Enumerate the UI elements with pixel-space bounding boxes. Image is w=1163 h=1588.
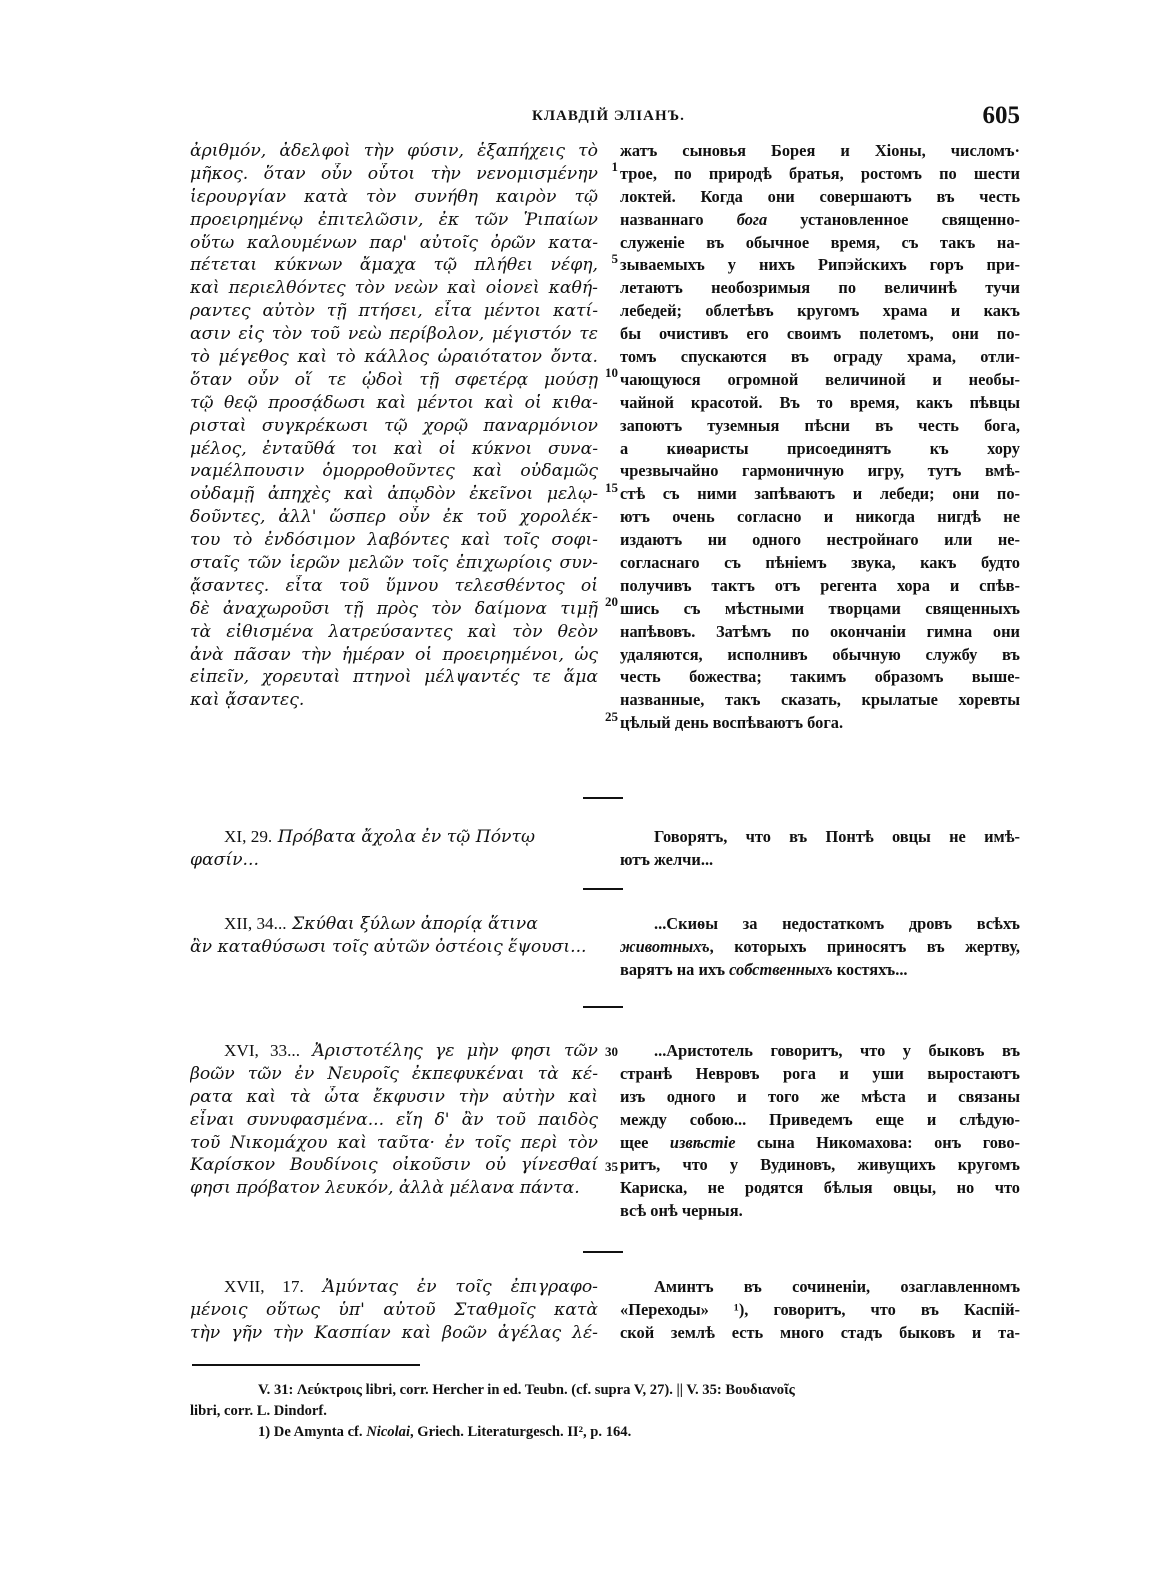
russian-line: лебедей; облетѣвъ кругомъ храма и какъ [620,301,1020,321]
section-xvi-33 [190,1040,1020,1240]
greek-text: Ἀμύντας ἐν τοῖς ἐπιγραφο- [322,1277,598,1297]
greek-line: τὴν γῆν τὴν Κασπίαν καὶ βοῶν ἀγέλας λέ- [190,1322,598,1343]
russian-text: варятъ на ихъ [620,959,730,979]
greek-line: δὲ ἀναχωροῦσι τῇ πρὸς τὸν δαίμονα τιμῇ [190,598,598,619]
critical-apparatus-line: libri, corr. L. Dindorf. [190,1403,327,1419]
russian-line: «Переходы» ¹), говоритъ, что въ Каспій- [620,1299,1020,1319]
greek-line: τὸ μέγεθος καὶ τὸ κάλλος ὡραιότατον ὄντα. [190,347,598,368]
russian-line: ютъ желчи... [620,849,714,869]
greek-text: Πρόβατα ἄχολα ἐν τῷ Πόντῳ [277,827,536,847]
russian-line: Кариска, не родятся бѣлыя овцы, но что [620,1178,1020,1198]
russian-line: бы очистивъ его своимъ полетомъ, они по- [620,324,1020,344]
critical-apparatus-line: V. 31: Λεύκτροις libri, corr. Hercher in ed. Teubn. (cf. supra V, 27). || V. 35: Βουδιανοῖς [258,1382,795,1398]
russian-line: между собою... Приведемъ еще и слѣдую- [620,1109,1020,1129]
russian-line: запоютъ туземныя пѣсни въ честь бога, [620,415,1020,435]
section-xi-29 [190,826,1020,876]
russian-text: сына Никомахова: онъ гово- [735,1132,1020,1152]
italic-word: собственныхъ [729,959,833,979]
line-number: 15 [605,480,618,495]
greek-line [190,826,598,849]
russian-line [620,1132,1020,1155]
italic-word: извѣстіе [669,1132,736,1152]
greek-line: καὶ περιελθόντες τὸν νεὼν καὶ οἱονεὶ καθή- [190,278,598,299]
footnote-1 [190,1422,1020,1443]
section-divider [583,888,623,890]
greek-line: τοῦ Νικομάχου καὶ ταῦτα· ἐν τοῖς περὶ τὸν [190,1132,598,1153]
italic-word: животныхъ [620,936,710,956]
greek-text: Ἀριστοτέλης γε μὴν φησι τῶν [312,1041,598,1061]
russian-line: чайной красотой. Въ то время, какъ пѣвцы [620,392,1020,412]
greek-line: φησι πρόβατον λευκόν, ἀλλὰ μέλανα πάντα. [190,1178,580,1199]
russian-line: Аминтъ въ сочиненіи, озаглавленномъ [654,1277,1020,1296]
line-number: 10 [605,365,618,380]
russian-text: щее [620,1132,670,1152]
greek-line: ρισταὶ συγκρέκωσι τῷ χορῷ παναρμόνιον [190,415,598,436]
greek-line: τῷ θεῷ προσᾴδωσι καὶ μέντοι καὶ οἱ κιθα- [190,392,598,413]
line-number: 20 [605,594,618,609]
section-divider [583,1251,623,1253]
greek-column [190,826,598,872]
section-divider [583,1006,623,1008]
passage-reference: XII, 34... [224,914,287,933]
russian-line: изъ одного и того же мѣста и связаны [620,1086,1020,1106]
russian-column [620,1276,1020,1345]
russian-line: ютъ очень согласно и никогда нигдѣ не [620,507,1020,527]
russian-line: а киѳаристы присоединятъ къ хору [620,438,1020,458]
russian-line: согласнаго съ пѣніемъ звука, какъ будто [620,553,1020,573]
russian-line: чающуюся огромной величиной и необы- [620,369,1020,389]
section-xvii-17 [190,1276,1020,1351]
greek-line: ραντες αὐτὸν τῇ πτήσει, εἶτα μέντοι κατί- [190,301,598,322]
greek-line: δοῦντες, ἀλλ' ὥσπερ οὖν ἐκ τοῦ χορολέκ- [190,507,598,528]
russian-line: ...Аристотель говоритъ, что у быковъ въ [654,1041,1020,1060]
passage-reference: XI, 29. [224,827,273,846]
section-xii-34 [190,913,1020,983]
italic-word: бога [736,209,768,229]
russian-line: странѣ Невровъ рога и уши выростаютъ [620,1063,1020,1083]
footnote-text: 1) De Amynta cf. [258,1424,367,1440]
russian-column [620,140,1020,735]
russian-text: , которыхъ приносятъ въ жертву, [709,936,1020,956]
russian-line: цѣлый день воспѣваютъ бога. [620,713,844,733]
greek-line: μῆκος. ὅταν οὖν οὗτοι τὴν νενομισμένην [190,163,598,184]
russian-line: названные, такъ сказать, крылатые хоревты [620,690,1020,710]
russian-line: служеніе въ обычное время, съ такъ на- [620,232,1020,252]
russian-line: ской землѣ есть много стадъ быковъ и та- [620,1322,1020,1342]
greek-line: ἱερουργίαν κατὰ τὸν συνήθη καιρὸν τῷ [190,186,598,207]
greek-text: Σκύθαι ξύλων ἀπορίᾳ ἅτινα [292,914,538,934]
greek-line: οὕτω καλουμένων παρ' αὐτοῖς ὀρῶν κατα- [190,232,598,253]
line-number: 5 [611,251,618,266]
greek-line [190,913,598,936]
greek-line [190,1040,598,1063]
running-title: КЛАВДІЙ ЭЛІАНЪ. [532,108,685,124]
greek-line: ἂν καταθύσωσι τοῖς αὐτῶν ὀστέοις ἕψουσι... [190,936,587,957]
russian-line: ритъ, что у Вудиновъ, живущихъ кругомъ [620,1155,1020,1175]
greek-line: εἰπεῖν, χορευταὶ πτηνοὶ μέλψαντές τε ἅμα [190,667,598,688]
russian-line: локтей. Когда они совершаютъ въ честь [620,186,1020,206]
russian-line [620,936,1020,959]
russian-line: всѣ онѣ черныя. [620,1201,743,1221]
russian-line: шись съ мѣстными творцами священныхъ [620,598,1020,618]
russian-line: ...Скиѳы за недостаткомъ дровъ всѣхъ [654,914,1020,933]
greek-line: ναμέλπουσιν ὁμορροθοῦντες καὶ οὐδαμῶς [190,461,598,482]
greek-line: βοῶν τῶν ἐν Νευροῖς ἐκπεφυκέναι τὰ κέ- [190,1063,598,1084]
russian-text: костяхъ... [832,959,908,979]
greek-column [190,913,598,959]
russian-line: чрезвычайно гармоничную игру, тутъ вмѣ- [620,461,1020,481]
page-number: 605 [982,102,1020,129]
page-header [190,98,1020,138]
passage-reference: XVI, 33... [224,1041,301,1060]
russian-column [620,826,1020,872]
greek-line: φασίν... [190,849,259,870]
line-number: 1 [611,159,618,174]
russian-line: названнаго бога установленное священно- [620,209,1020,229]
greek-line: καὶ ᾄσαντες. [190,690,305,711]
russian-line: жатъ сыновья Борея и Хіоны, числомъ· [620,141,1020,160]
russian-line: летаютъ необозримыя по величинѣ тучи [620,278,1020,298]
footnote-italic: Nicolai [366,1424,410,1440]
greek-line: προειρημένῳ ἐπιτελῶσιν, ἐκ τῶν Ῥιπαίων [190,209,598,230]
greek-line: μέλος, ἐνταῦθά τοι καὶ οἱ κύκνοι συνα- [190,438,598,459]
footnote-separator [192,1364,420,1366]
greek-line: ασιν εἰς τὸν τοῦ νεὼ περίβολον, μέγιστόν τε [190,324,598,345]
line-number: 30 [605,1044,618,1059]
russian-column [620,913,1020,982]
russian-line: удаляются, исполнивъ обычную службу въ [620,644,1020,664]
greek-line: μένοις οὕτως ὑπ' αὐτοῦ Σταθμοῖς κατὰ [190,1299,598,1320]
russian-line: получивъ тактъ отъ регента хора и спѣв- [620,575,1020,595]
greek-line: ᾄσαντες. εἶτα τοῦ ὕμνου τελεσθέντος οἱ [190,575,598,596]
greek-line: οὐδαμῇ ἀπηχὲς καὶ ἀπῳδὸν ἐκεῖνοι μελῳ- [190,484,598,505]
footnote-text: , Griech. Literaturgesch. II², p. 164. [410,1424,632,1440]
russian-line: томъ спускаются въ ограду храма, отли- [620,347,1020,367]
greek-line: ἀριθμόν, ἀδελφοὶ τὴν φύσιν, ἑξαπήχεις τὸ [190,141,598,161]
greek-line: ὅταν οὖν οἵ τε ᾠδοὶ τῇ σφετέρᾳ μούσῃ [190,369,598,390]
greek-line: ἀνὰ πᾶσαν τὴν ἡμέραν οἱ προειρημένοι, ὡς [190,644,598,665]
greek-line: εἶναι συνυφασμένα... εἴη δ' ἂν τοῦ παιδὸς [190,1109,598,1130]
russian-line: издаютъ ни одного нестройнаго или не- [620,530,1020,550]
greek-column [190,1276,598,1345]
passage-reference: XVII, 17. [224,1277,304,1296]
russian-line [620,959,1020,982]
russian-line: напѣвовъ. Затѣмъ по окончаніи гимна они [620,621,1020,641]
russian-line: стѣ съ ними запѣваютъ и лебеди; они по- [620,484,1020,504]
line-number: 25 [605,709,618,724]
greek-line [190,1276,598,1299]
greek-column [190,140,598,712]
greek-line: Καρίσκον Βουδίνοις οἰκοῦσιν οὐ γίνεσθαί [190,1155,598,1176]
russian-line: трое, по природѣ братья, ростомъ по шести [620,163,1020,183]
russian-line: зываемыхъ у нихъ Рипэйскихъ горъ при- [620,255,1020,275]
footnotes [190,1380,1020,1443]
greek-line: ρατα καὶ τὰ ὦτα ἔκφυσιν τὴν αὐτὴν καὶ [190,1086,598,1107]
section-divider [583,797,623,799]
section-continuation [190,140,1020,780]
russian-column [620,1040,1020,1223]
greek-line: του τὸ ἐνδόσιμον λαβόντες καὶ τοῖς σοφι- [190,530,598,551]
greek-line: σταῖς τῶν ἱερῶν μελῶν τοῖς ἐπιχωρίοις συν- [190,553,598,574]
russian-line: честь божества; такимъ образомъ выше- [620,667,1020,687]
russian-line: Говорятъ, что въ Понтѣ овцы не имѣ- [654,827,1020,846]
greek-column [190,1040,598,1200]
greek-line: τὰ εἰθισμένα λατρεύσαντες καὶ τὸν θεὸν [190,621,598,642]
greek-line: πέτεται κύκνων ἄμαχα τῷ πλήθει νέφη, [190,255,598,276]
line-number: 35 [605,1159,618,1174]
